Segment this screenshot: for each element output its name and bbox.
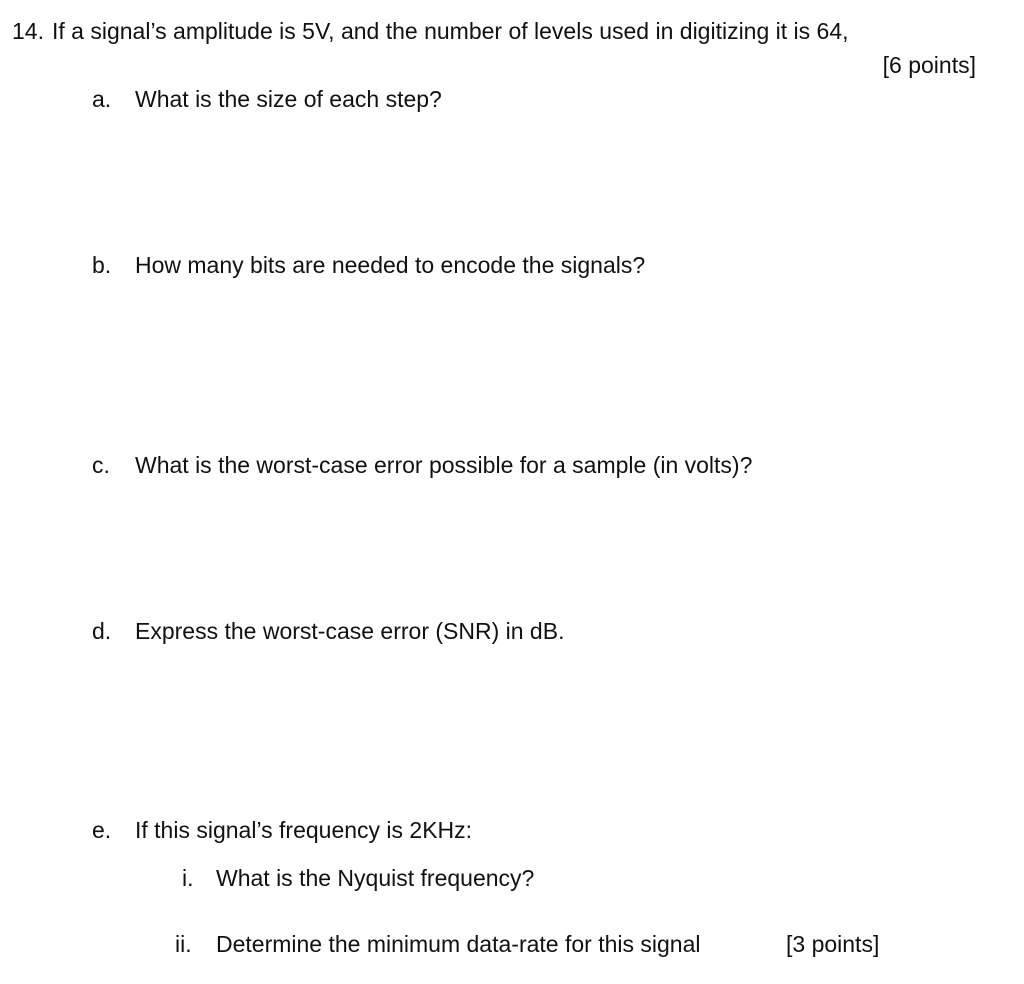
part-text: What is the worst-case error possible for a sample (in volts)?	[135, 452, 753, 478]
part-label: c.	[92, 452, 110, 478]
part-label: e.	[92, 817, 112, 843]
question-points: [6 points]	[882, 52, 976, 78]
subpart-label: i.	[182, 865, 194, 891]
part-text: Express the worst-case error (SNR) in dB.	[135, 618, 565, 644]
subpart-text: What is the Nyquist frequency?	[216, 865, 535, 891]
part-label: d.	[92, 618, 112, 644]
subpart-label: ii.	[175, 931, 192, 957]
subpart-points: [3 points]	[786, 931, 880, 957]
part-text: What is the size of each step?	[135, 86, 442, 112]
part-text: How many bits are needed to encode the signals?	[135, 252, 646, 278]
question-number: 14.	[12, 18, 44, 44]
part-label: a.	[92, 86, 112, 112]
part-text: If this signal’s frequency is 2KHz:	[135, 817, 473, 843]
question-text: If a signal’s amplitude is 5V, and the number of levels used in digitizing it is 64,	[52, 18, 849, 44]
part-label: b.	[92, 252, 112, 278]
subpart-text: Determine the minimum data-rate for this signal	[216, 931, 701, 957]
